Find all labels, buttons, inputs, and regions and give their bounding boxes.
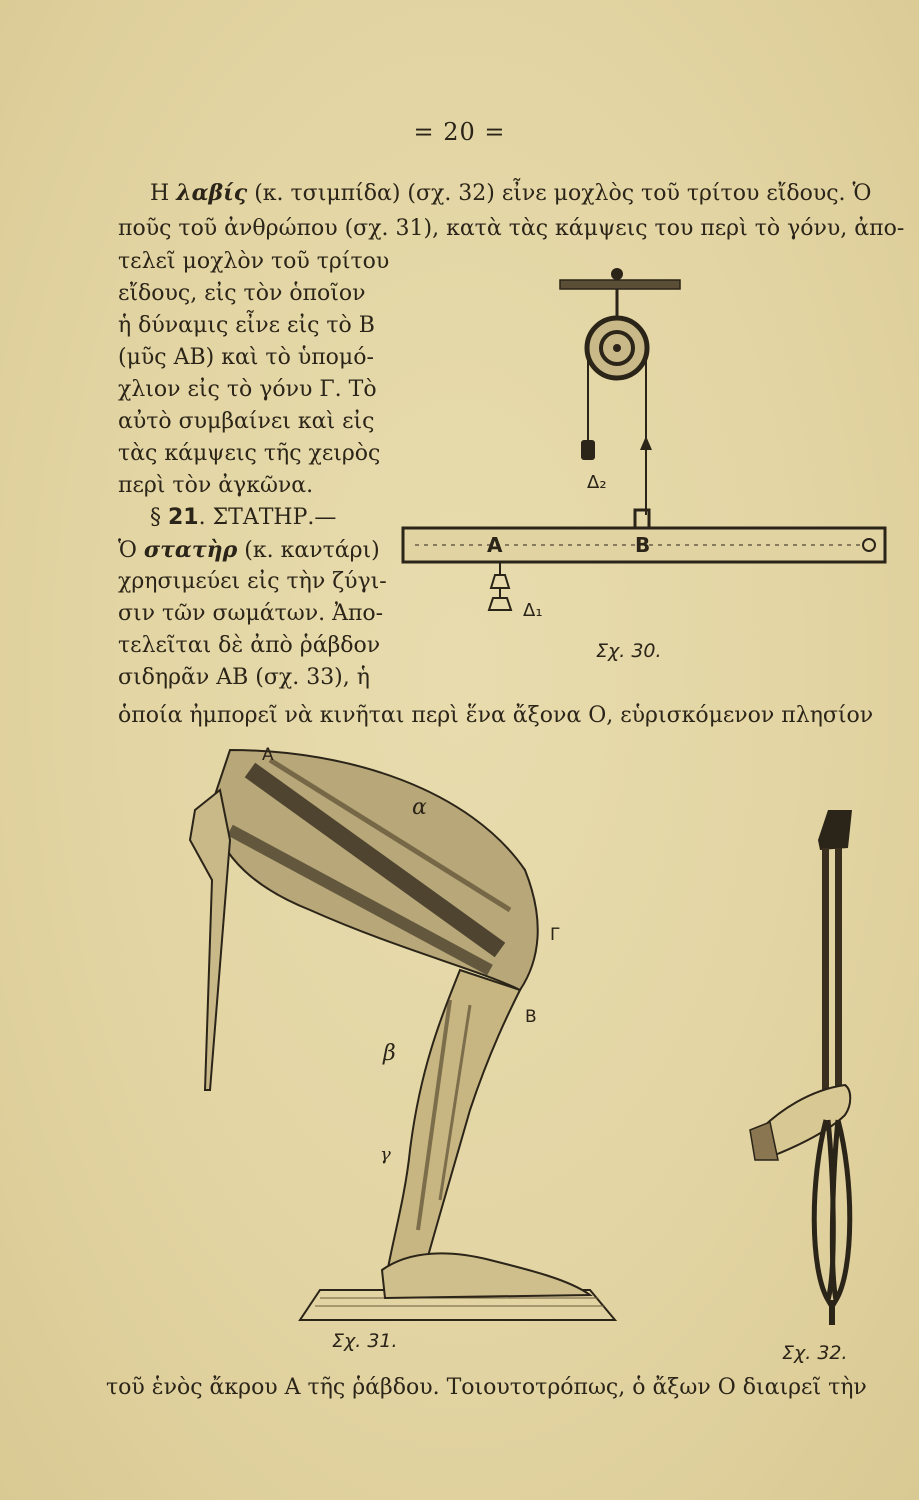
fig31-label-G: Γ [550,925,560,945]
term-labis: λαβίς [176,180,248,206]
intro-line-3: τελεῖ μοχλὸν τοῦ τρίτου [118,249,390,274]
intro-line-2: ποῦς τοῦ ἀνθρώπου (σχ. 31), κατὰ τὰς κάμψεις του περὶ τὸ γόνυ, ἀπο- [118,216,905,241]
section-line-3: χρησιμεύει εἰς τὴν ζύγι- [118,569,387,594]
fig30-label-b: B [635,533,651,557]
fig31-label-A: A [262,745,274,765]
section-line-4: σιν τῶν σωμάτων. Ἀπο- [118,601,384,626]
intro-line-4: εἴδους, εἰς τὸν ὁποῖον [118,281,366,306]
intro-line-5: ἡ δύναμις εἶνε εἰς τὸ Β [118,313,375,338]
section-sign: § [150,505,161,530]
intro-line-7: χλιον εἰς τὸ γόνυ Γ. Τὸ [118,377,377,402]
fig30-label-a: A [487,533,503,557]
intro-line-1-start: Η [150,181,177,206]
fig31-caption: Σχ. 31. [332,1330,398,1352]
intro-line-9: τὰς κάμψεις τῆς χειρὸς [118,441,381,466]
term-stater: στατὴρ [143,537,238,563]
section-line-7: ὁποία ἠμπορεῖ νὰ κινῆται περὶ ἕνα ἄξονα Ο, εὑρισκόμενον πλησίον [118,703,874,728]
figure-30-lever-pulley [395,260,895,680]
fig31-label-B: B [525,1007,537,1027]
intro-line-1-end: (κ. τσιμπίδα) (σχ. 32) εἶνε μοχλὸς τοῦ τρίτου εἴδους. Ὁ [247,181,872,206]
section-line-2 [118,535,380,566]
intro-line-10: περὶ τὸν ἀγκῶνα. [118,473,314,498]
page-number: = 20 = [413,118,506,146]
intro-line-8: αὐτὸ συμβαίνει καὶ εἰς [118,409,375,434]
section-line-2-start: Ὁ [118,538,144,563]
section-line-2-end: (κ. καντάρι) [237,538,380,563]
figure-31-leg [150,730,620,1330]
fig30-label-d1: Δ₁ [523,600,543,621]
figure-32-tongs [740,800,870,1330]
fig30-caption: Σχ. 30. [596,640,662,662]
intro-line-1 [150,178,871,209]
fig31-label-alpha: α [412,795,427,820]
section-number: 21 [168,505,199,530]
section-line-5: τελεῖται δὲ ἀπὸ ῥάβδον [118,633,381,658]
intro-line-6: (μῦς ΑΒ) καὶ τὸ ὑπομό- [118,345,374,370]
fig30-label-d2: Δ₂ [587,472,607,493]
section-line-6: σιδηρᾶν ΑΒ (σχ. 33), ἡ [118,665,370,690]
section-heading [150,503,336,533]
fig32-caption: Σχ. 32. [782,1342,848,1364]
section-title: . ΣΤΑΤΗΡ.— [198,505,337,530]
fig31-label-beta: β [383,1041,396,1066]
closing-line: τοῦ ἑνὸς ἄκρου Α τῆς ῥάβδου. Τοιουτοτρόπως, ὁ ἄξων Ο διαιρεῖ τὴν [106,1375,867,1400]
fig31-label-gamma: γ [380,1144,391,1165]
